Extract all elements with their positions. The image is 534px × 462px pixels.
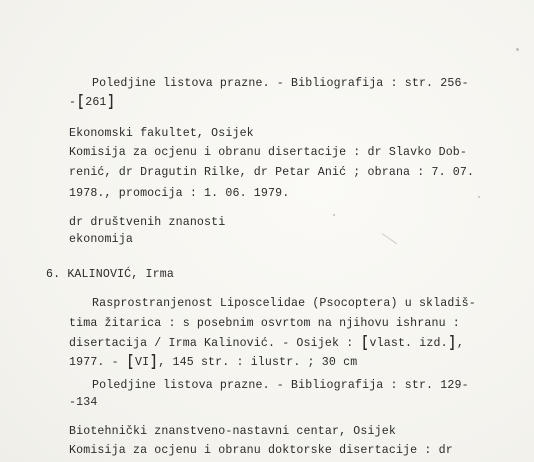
degree-line: ekonomija: [69, 233, 133, 246]
entry-notes-line: -[261]: [69, 93, 115, 112]
title-line: 1977. - [VI], 145 str. : ilustr. ; 30 cm: [69, 353, 358, 372]
entry-author: KALINOVIĆ, Irma: [67, 268, 174, 281]
entry-number: 6.: [46, 268, 61, 281]
title-line: tima žitarica : s posebnim osvrtom na njihovu ishranu :: [69, 317, 460, 330]
entry-notes-line: Poledjine listova prazne. - Bibliografija : str. 129-: [92, 379, 469, 392]
committee-line: Komisija za ocjenu i obranu doktorske disertacije : dr: [69, 444, 453, 457]
scan-speck: [478, 196, 480, 198]
committee-line: 1978., promocija : 1. 06. 1979.: [69, 187, 290, 200]
degree-line: dr društvenih znanosti: [69, 216, 226, 229]
entry-notes-line: Poledjine listova prazne. - Bibliografija : str. 256-: [92, 77, 469, 90]
institution-line: Ekonomski fakultet, Osijek: [69, 127, 254, 140]
institution-line: Biotehnički znanstveno-nastavni centar, Osijek: [69, 425, 396, 438]
title-line: Rasprostranjenost Liposcelidae (Psocoptera) u skladiš-: [92, 297, 476, 310]
committee-line: Komisija za ocjenu i obranu disertacije : dr Slavko Dob-: [69, 146, 468, 159]
scan-scratch: [382, 233, 397, 244]
entry-notes-line: -134: [69, 396, 98, 409]
scan-speck: [333, 214, 335, 216]
title-line: disertacija / Irma Kalinović. - Osijek : [vlast. izd.],: [69, 334, 464, 353]
entry-heading: [46, 268, 174, 282]
scan-speck: [516, 48, 519, 51]
committee-line: renić, dr Dragutin Rilke, dr Petar Anić ; obrana : 7. 07.: [69, 166, 475, 179]
